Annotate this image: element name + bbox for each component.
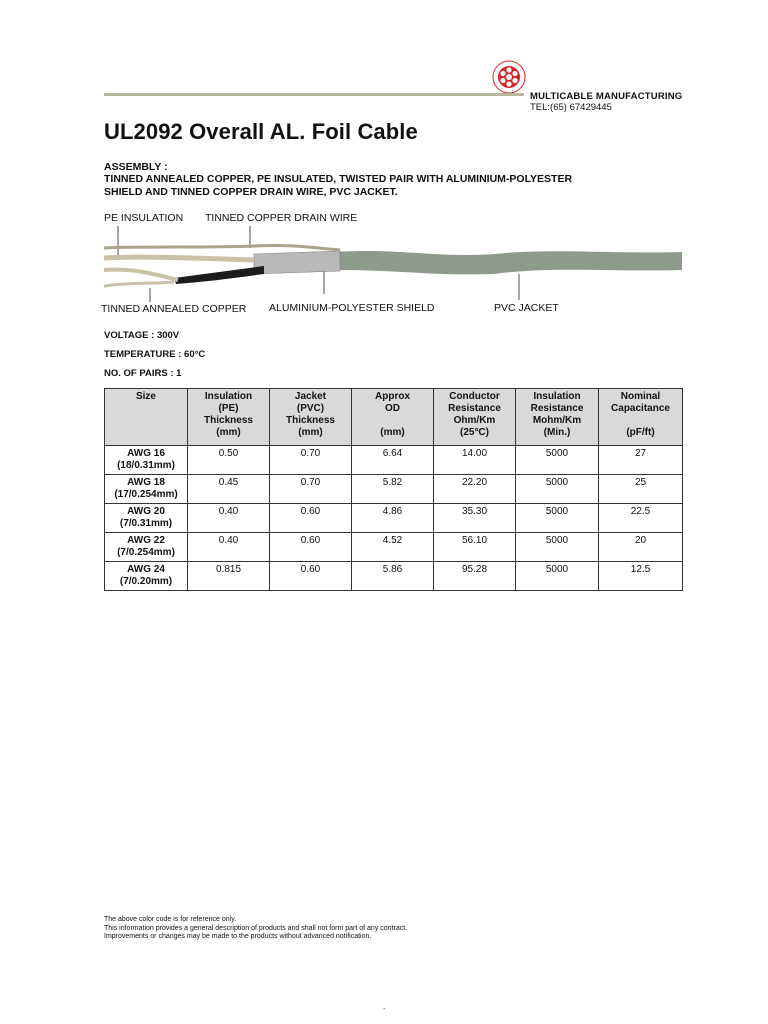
assembly-line: SHIELD AND TINNED COPPER DRAIN WIRE, PVC JACKET. <box>104 185 398 198</box>
company-telephone: TEL:(65) 67429445 <box>530 102 612 113</box>
cell-jacket-thickness: 0.60 <box>270 504 352 533</box>
table-row <box>105 533 683 562</box>
cell-capacitance: 27 <box>599 446 683 475</box>
company-name: MULTICABLE MANUFACTURING <box>530 91 683 102</box>
table-row <box>105 562 683 591</box>
table-header-row <box>105 389 683 446</box>
label-drain-wire: TINNED COPPER DRAIN WIRE <box>205 212 358 224</box>
cell-size: AWG 18 (17/0.254mm) <box>105 475 188 504</box>
cell-jacket-thickness: 0.70 <box>270 475 352 504</box>
header-size: Size <box>105 389 188 446</box>
cell-approx-od: 6.64 <box>352 446 434 475</box>
cell-insulation-resistance: 5000 <box>516 446 599 475</box>
cell-insulation-resistance: 5000 <box>516 533 599 562</box>
cell-size: AWG 24 (7/0.20mm) <box>105 562 188 591</box>
table-row <box>105 446 683 475</box>
cell-capacitance: 20 <box>599 533 683 562</box>
page-title: UL2092 Overall AL. Foil Cable <box>104 119 418 144</box>
aluminium-shield-shape <box>254 251 340 274</box>
table-row <box>105 504 683 533</box>
footnote-line: This information provides a general description of products and shall not form part of any contract. <box>104 924 408 932</box>
cell-insulation-thickness: 0.50 <box>188 446 270 475</box>
copper-conductor-shape <box>104 282 174 286</box>
cell-insulation-resistance: 5000 <box>516 562 599 591</box>
cell-conductor-resistance: 22.20 <box>434 475 516 504</box>
cell-insulation-thickness: 0.40 <box>188 504 270 533</box>
header-approx-od: Approx OD (mm) <box>352 389 434 446</box>
header-insulation-thickness: Insulation (PE) Thickness (mm) <box>188 389 270 446</box>
cell-insulation-thickness: 0.45 <box>188 475 270 504</box>
cell-capacitance: 25 <box>599 475 683 504</box>
cell-approx-od: 4.52 <box>352 533 434 562</box>
pvc-jacket-shape <box>334 251 682 274</box>
cell-approx-od: 5.86 <box>352 562 434 591</box>
label-annealed-copper: TINNED ANNEALED COPPER <box>101 303 247 315</box>
black-insulation-shape <box>174 266 264 284</box>
footnotes <box>104 916 407 942</box>
multicable-logo-icon <box>492 60 526 94</box>
header-conductor-resistance: Conductor Resistance Ohm/Km (25°C) <box>434 389 516 446</box>
cell-capacitance: 22.5 <box>599 504 683 533</box>
assembly-heading: ASSEMBLY : <box>104 161 168 173</box>
footnote-line: Improvements or changes may be made to the products without advanced notification. <box>104 933 372 940</box>
page-marker: . <box>383 1002 386 1011</box>
label-pvc-jacket: PVC JACKET <box>494 302 559 314</box>
drain-wire-shape <box>104 245 340 250</box>
cell-insulation-thickness: 0.815 <box>188 562 270 591</box>
cell-insulation-thickness: 0.40 <box>188 533 270 562</box>
cell-size: AWG 22 (7/0.254mm) <box>105 533 188 562</box>
cell-insulation-resistance: 5000 <box>516 504 599 533</box>
specification-table <box>104 388 683 591</box>
assembly-description <box>104 173 604 198</box>
voltage-spec: VOLTAGE : 300V <box>104 330 180 341</box>
header-insulation-resistance: Insulation Resistance Mohm/Km (Min.) <box>516 389 599 446</box>
cell-insulation-resistance: 5000 <box>516 475 599 504</box>
cell-approx-od: 5.82 <box>352 475 434 504</box>
header-nominal-capacitance: Nominal Capacitance (pF/ft) <box>599 389 683 446</box>
copper-conductor-shape <box>104 270 178 280</box>
pairs-spec: NO. OF PAIRS : 1 <box>104 368 182 379</box>
cell-jacket-thickness: 0.60 <box>270 562 352 591</box>
label-pe-insulation: PE INSULATION <box>104 212 184 224</box>
cell-conductor-resistance: 35.30 <box>434 504 516 533</box>
copper-conductor-shape <box>104 257 254 260</box>
cell-jacket-thickness: 0.60 <box>270 533 352 562</box>
assembly-line: TINNED ANNEALED COPPER, PE INSULATED, TWISTED PAIR WITH ALUMINIUM-POLYESTER <box>104 173 573 185</box>
label-aluminium-shield: ALUMINIUM-POLYESTER SHIELD <box>269 302 435 314</box>
cell-jacket-thickness: 0.70 <box>270 446 352 475</box>
header-divider <box>104 93 524 96</box>
cell-capacitance: 12.5 <box>599 562 683 591</box>
cell-conductor-resistance: 14.00 <box>434 446 516 475</box>
cell-conductor-resistance: 56.10 <box>434 533 516 562</box>
header-jacket-thickness: Jacket (PVC) Thickness (mm) <box>270 389 352 446</box>
cell-conductor-resistance: 95.28 <box>434 562 516 591</box>
temperature-spec: TEMPERATURE : 60°C <box>104 349 206 360</box>
footnote-line: The above color code is for reference only. <box>104 916 237 923</box>
cell-size: AWG 16 (18/0.31mm) <box>105 446 188 475</box>
table-row <box>105 475 683 504</box>
cell-approx-od: 4.86 <box>352 504 434 533</box>
cell-size: AWG 20 (7/0.31mm) <box>105 504 188 533</box>
